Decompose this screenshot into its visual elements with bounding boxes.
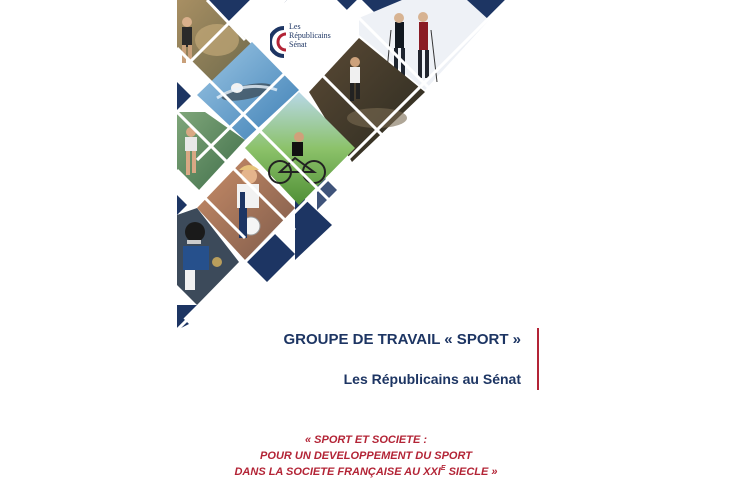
theme-line-1: « SPORT ET SOCIETE :	[304, 434, 428, 446]
logo-tricolor-mark	[270, 24, 290, 60]
logo-line-1: Les	[289, 22, 301, 31]
logo-line-3: Sénat	[289, 40, 307, 49]
title-block	[177, 328, 539, 390]
logo-line-2: Républicains	[289, 31, 331, 40]
theme-line-2: POUR UN DEVELOPPEMENT DU SPORT	[260, 450, 472, 462]
theme-line-3	[177, 464, 555, 480]
report-cover-page	[177, 0, 555, 500]
document-title: GROUPE DE TRAVAIL « SPORT »	[283, 331, 521, 348]
sports-photo-mosaic	[177, 0, 507, 330]
theme-line-3-superscript: E	[440, 465, 446, 472]
theme-line-3-end: SIECLE »	[445, 466, 498, 478]
document-subtitle: Les Républicains au Sénat	[343, 371, 521, 387]
theme-line-3-main: DANS LA SOCIETE FRANÇAISE AU XXI	[234, 466, 441, 478]
report-theme	[177, 432, 555, 480]
title-accent-bar	[537, 328, 539, 390]
les-republicains-senat-logo	[270, 22, 340, 66]
